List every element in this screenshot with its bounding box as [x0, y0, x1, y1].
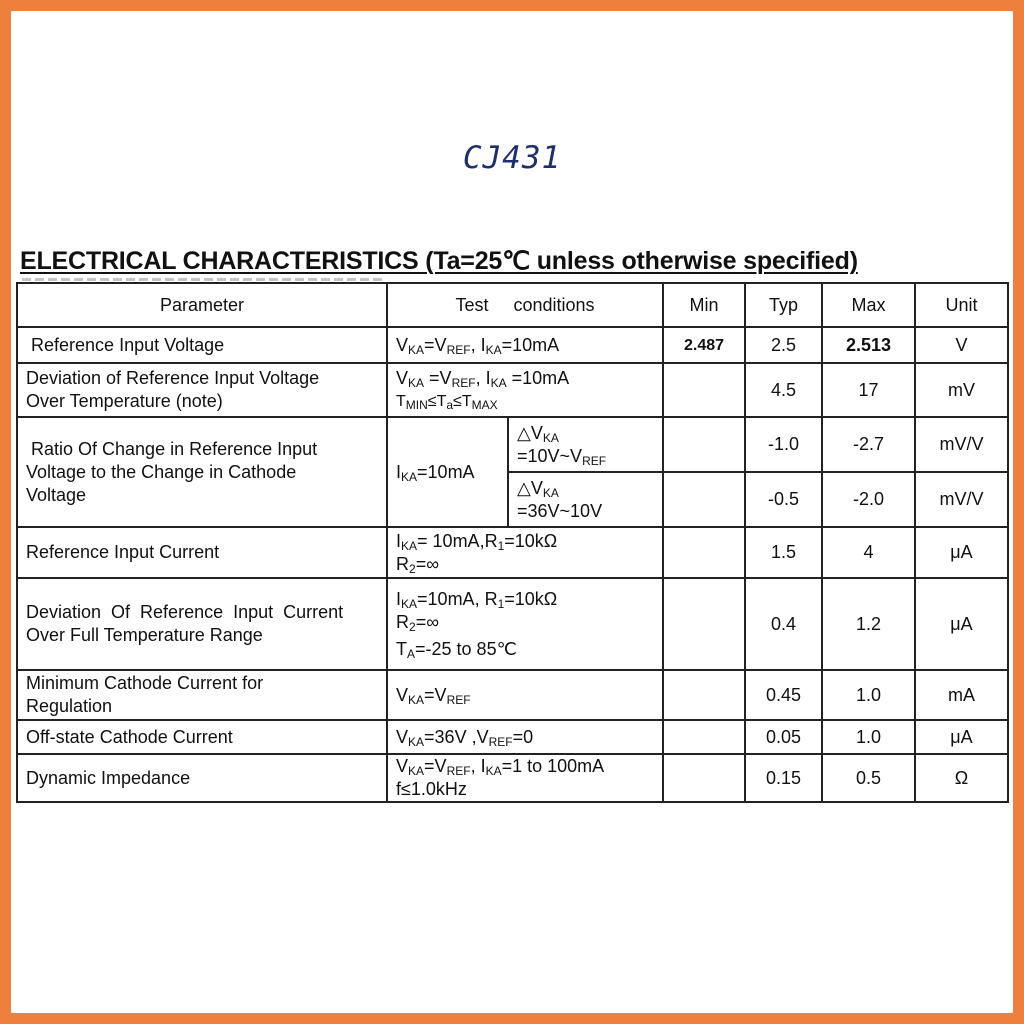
cond-sub: REF [446, 692, 471, 707]
cond-line [396, 638, 654, 661]
param-text: Ratio Of Change in Reference Input [31, 438, 318, 459]
cond-sub: KA [408, 764, 425, 778]
cond-part: =-25 to 85℃ [415, 638, 517, 659]
cond-part: =0 [512, 726, 534, 747]
cond-sub: KA [485, 764, 502, 778]
min-cell [663, 417, 745, 472]
cond-part: T [396, 638, 407, 659]
max-cell: 1.0 [822, 720, 915, 754]
param-cell [17, 578, 387, 670]
min-cell: 2.487 [663, 327, 745, 363]
param-text: Deviation of Reference Input Voltage [26, 368, 320, 388]
param-text: Over Temperature (note) [26, 391, 223, 411]
cond-sub: KA [401, 596, 418, 611]
cond-sub: 1 [497, 538, 505, 553]
cond-part: = 10mA,R [417, 530, 498, 551]
unit-cell: mV/V [915, 472, 1008, 527]
cond-part: , I [470, 756, 486, 776]
electrical-characteristics-table [16, 282, 1009, 803]
max-cell: 4 [822, 527, 915, 578]
header-test: Test [455, 294, 489, 315]
cond-part: R [396, 553, 409, 574]
cond-sub: A [407, 646, 416, 661]
table-row [17, 670, 1008, 720]
cond-line [396, 611, 654, 634]
cond-sub: REF [488, 734, 513, 749]
cond-part: V [396, 334, 409, 355]
table-row [17, 527, 1008, 578]
cond-sub: REF [582, 453, 607, 468]
cond-part: V [396, 726, 409, 747]
param-cell: Off-state Cathode Current [17, 720, 387, 754]
unit-cell: Ω [915, 754, 1008, 802]
condition-cell [387, 327, 663, 363]
header-min: Min [663, 283, 745, 327]
typ-cell: 0.45 [745, 670, 822, 720]
cond-part: =36V ,V [424, 726, 489, 747]
typ-cell: 0.05 [745, 720, 822, 754]
cond-part: =10mA [417, 461, 475, 482]
cond-part: V [396, 684, 409, 705]
cond-part: =10mA [506, 368, 570, 388]
cond-part: =10kΩ [504, 530, 558, 551]
unit-cell: μA [915, 720, 1008, 754]
typ-cell: 0.15 [745, 754, 822, 802]
max-cell: 0.5 [822, 754, 915, 802]
table-row [17, 578, 1008, 670]
unit-cell: μA [915, 527, 1008, 578]
cond-part: R [396, 611, 409, 632]
cond-line: f≤1.0kHz [396, 779, 467, 799]
table-row [17, 754, 1008, 802]
condition-cell [387, 527, 663, 578]
table-row [17, 363, 1008, 417]
cond-part: =1 to 100mA [501, 756, 605, 776]
cond-sub: KA [485, 342, 502, 357]
cond-sub: KA [401, 538, 418, 553]
part-number-title: CJ431 [462, 140, 562, 176]
cond-part: =10kΩ [504, 588, 558, 609]
cond-sub: 2 [409, 561, 416, 576]
cond-sub: KA [408, 692, 425, 707]
cond-sub: a [446, 398, 454, 412]
typ-cell: -1.0 [745, 417, 822, 472]
cond-line [517, 477, 654, 500]
cond-part: =10mA [501, 334, 560, 355]
cond-line [396, 530, 654, 553]
param-text: Voltage to the Change in Cathode [26, 461, 297, 482]
cond-line [396, 367, 654, 390]
cond-part: △V [517, 422, 543, 443]
cond-part: =V [424, 368, 452, 388]
cond-part: I [396, 530, 402, 551]
cond-part: V [396, 368, 409, 388]
min-cell [663, 527, 745, 578]
param-cell: Dynamic Impedance [17, 754, 387, 802]
max-cell: 17 [822, 363, 915, 417]
cond-sub: 2 [409, 619, 416, 634]
max-cell: 1.0 [822, 670, 915, 720]
cond-line [396, 755, 654, 778]
condition-sub-cell [508, 417, 663, 472]
cond-part: ≤T [453, 393, 472, 410]
cond-sub: REF [446, 342, 471, 357]
header-parameter: Parameter [17, 283, 387, 327]
unit-cell: mV [915, 363, 1008, 417]
cond-part: , I [475, 368, 491, 388]
cond-sub: REF [451, 376, 476, 390]
cond-part: △V [517, 477, 543, 498]
cond-part: =V [424, 334, 447, 355]
param-text: Regulation [26, 696, 113, 716]
cond-line [396, 588, 654, 611]
typ-cell: 0.4 [745, 578, 822, 670]
cond-part: T [396, 393, 406, 410]
cond-line [517, 422, 654, 445]
ghost-text-artifact [22, 278, 382, 281]
cond-part: =10mA, R [417, 588, 498, 609]
typ-cell: 4.5 [745, 363, 822, 417]
cond-sub: KA [542, 485, 559, 500]
header-unit: Unit [915, 283, 1008, 327]
condition-cell [387, 754, 663, 802]
cond-sub: REF [446, 764, 471, 778]
min-cell [663, 670, 745, 720]
min-cell [663, 472, 745, 527]
cond-part: =∞ [415, 611, 440, 632]
cond-sub: KA [408, 376, 425, 390]
param-cell [17, 327, 387, 363]
max-cell: 2.513 [822, 327, 915, 363]
cond-part: I [396, 588, 402, 609]
section-heading: ELECTRICAL CHARACTERISTICS (Ta=25℃ unless otherwise specified) [20, 247, 858, 275]
param-cell [17, 670, 387, 720]
header-conditions: conditions [513, 294, 595, 315]
cond-part: =V [424, 684, 447, 705]
header-typ: Typ [745, 283, 822, 327]
param-cell [17, 363, 387, 417]
condition-cell [387, 720, 663, 754]
table-header-row [17, 283, 1008, 327]
cond-part: ≤T [427, 393, 447, 410]
min-cell [663, 363, 745, 417]
condition-common-cell [387, 417, 508, 527]
condition-cell [387, 578, 663, 670]
cond-part: =10V~V [517, 445, 583, 466]
cond-sub: KA [542, 430, 559, 445]
cond-part: I [396, 461, 402, 482]
max-cell: -2.7 [822, 417, 915, 472]
param-text: Deviation Of Reference Input Current [26, 602, 344, 622]
cond-sub: MIN [405, 398, 428, 412]
cond-part: V [396, 756, 409, 776]
min-cell [663, 720, 745, 754]
min-cell [663, 754, 745, 802]
table-row [17, 417, 1008, 472]
cond-line [396, 553, 654, 576]
param-cell [17, 417, 387, 527]
header-test-conditions [387, 283, 663, 327]
cond-line: =36V~10V [517, 500, 603, 521]
unit-cell: mV/V [915, 417, 1008, 472]
max-cell: -2.0 [822, 472, 915, 527]
condition-sub-cell [508, 472, 663, 527]
header-max: Max [822, 283, 915, 327]
cond-sub: 1 [497, 596, 505, 611]
unit-cell: mA [915, 670, 1008, 720]
condition-cell [387, 363, 663, 417]
cond-sub: KA [408, 342, 425, 357]
cond-part: , I [470, 334, 486, 355]
typ-cell: -0.5 [745, 472, 822, 527]
cond-part: =∞ [415, 553, 440, 574]
cond-line [396, 390, 654, 413]
param-text: Minimum Cathode Current for [26, 673, 264, 693]
cond-sub: KA [408, 734, 425, 749]
cond-sub: KA [401, 469, 418, 484]
cond-line [517, 445, 654, 468]
typ-cell: 1.5 [745, 527, 822, 578]
unit-cell: V [915, 327, 1008, 363]
condition-cell [387, 670, 663, 720]
param-cell: Reference Input Current [17, 527, 387, 578]
cond-sub: MAX [471, 398, 498, 412]
param-text: Over Full Temperature Range [26, 625, 263, 645]
max-cell: 1.2 [822, 578, 915, 670]
min-cell [663, 578, 745, 670]
cond-part: =V [424, 756, 447, 776]
param-text: Voltage [26, 484, 87, 505]
unit-cell: μA [915, 578, 1008, 670]
param-text: Reference Input Voltage [31, 334, 225, 355]
table-row [17, 720, 1008, 754]
typ-cell: 2.5 [745, 327, 822, 363]
cond-sub: KA [490, 376, 507, 390]
table-row [17, 327, 1008, 363]
